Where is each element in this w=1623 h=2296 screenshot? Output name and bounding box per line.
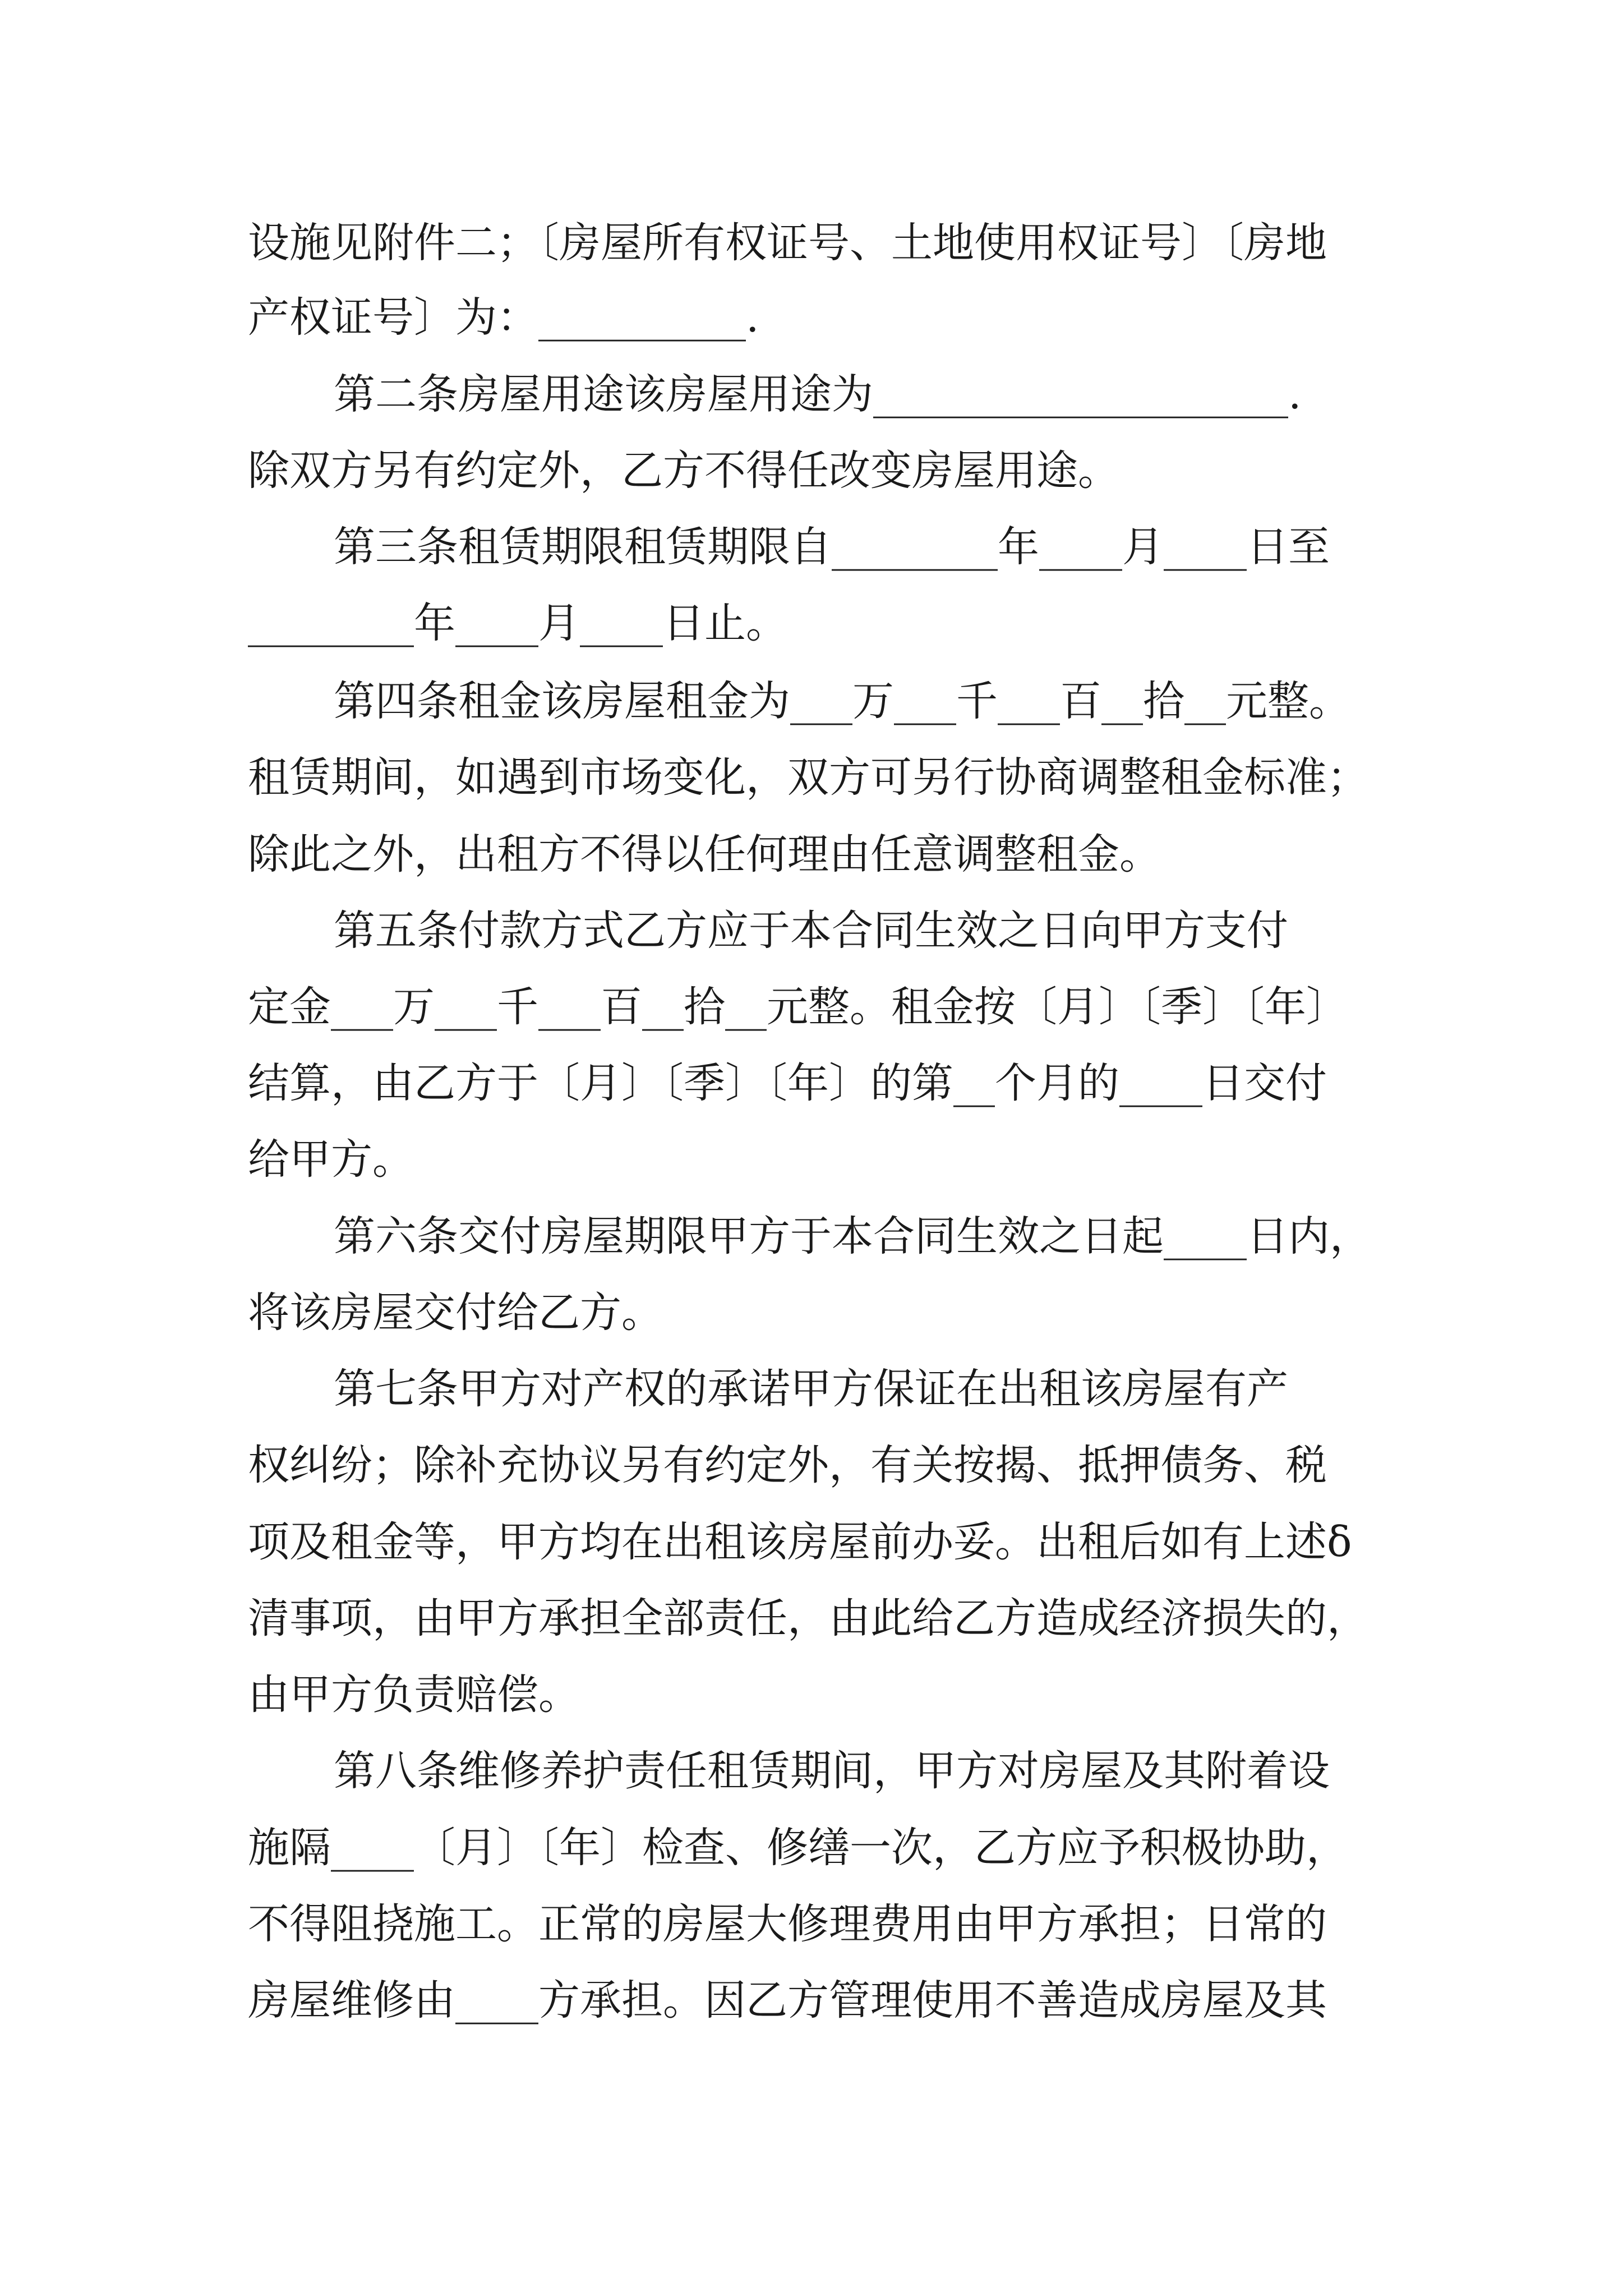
- text-line: 给甲方。: [248, 1135, 414, 1184]
- text-line: 权纠纷；除补充协议另有约定外，有关按揭、抵押债务、税: [248, 1441, 1327, 1489]
- text-line: ________年____月____日止。: [248, 599, 787, 647]
- text-line: 第四条租金该房屋租金为___万___千___百__拾__元整。: [334, 677, 1350, 725]
- text-line: 结算，由乙方于〔月〕〔季〕〔年〕的第__个月的____日交付: [248, 1059, 1327, 1107]
- text-line: 第八条维修养护责任租赁期间，甲方对房屋及其附着设: [334, 1747, 1330, 1795]
- text-line: 定金___万___千___百__拾__元整。租金按〔月〕〔季〕〔年〕: [248, 983, 1348, 1031]
- text-line: 除此之外，出租方不得以任何理由任意调整租金。: [248, 830, 1161, 878]
- text-line: 房屋维修由____方承担。因乙方管理使用不善造成房屋及其: [248, 1976, 1327, 2024]
- text-line: 第二条房屋用途该房屋用途为____________________.: [334, 370, 1302, 418]
- text-line: 不得阻挠施工。正常的房屋大修理费用由甲方承担；日常的: [248, 1900, 1327, 1948]
- text-line: 由甲方负责赔偿。: [248, 1671, 580, 1719]
- text-line: 第五条付款方式乙方应于本合同生效之日向甲方支付: [334, 907, 1288, 955]
- text-line: 清事项，由甲方承担全部责任，由此给乙方造成经济损失的，: [248, 1594, 1368, 1642]
- text-line: 设施见附件二；〔房屋所有权证号、土地使用权证号〕〔房地: [248, 219, 1327, 267]
- text-line: 将该房屋交付给乙方。: [248, 1289, 663, 1337]
- text-line: 除双方另有约定外，乙方不得任改变房屋用途。: [248, 447, 1119, 495]
- text-line: 第七条甲方对产权的承诺甲方保证在出租该房屋有产: [334, 1365, 1288, 1413]
- text-line: 施隔____〔月〕〔年〕检查、修缮一次，乙方应予积极协助，: [248, 1824, 1348, 1872]
- text-line: 租赁期间，如遇到市场变化，双方可另行协商调整租金标准；: [248, 753, 1368, 802]
- text-line: 产权证号〕为：__________.: [248, 293, 759, 342]
- text-line: 第三条租赁期限租赁期限自________年____月____日至: [334, 523, 1330, 571]
- text-line: 第六条交付房屋期限甲方于本合同生效之日起____日内，: [334, 1212, 1371, 1260]
- text-line: 项及租金等，甲方均在出租该房屋前办妥。出租后如有上述δ: [248, 1518, 1352, 1566]
